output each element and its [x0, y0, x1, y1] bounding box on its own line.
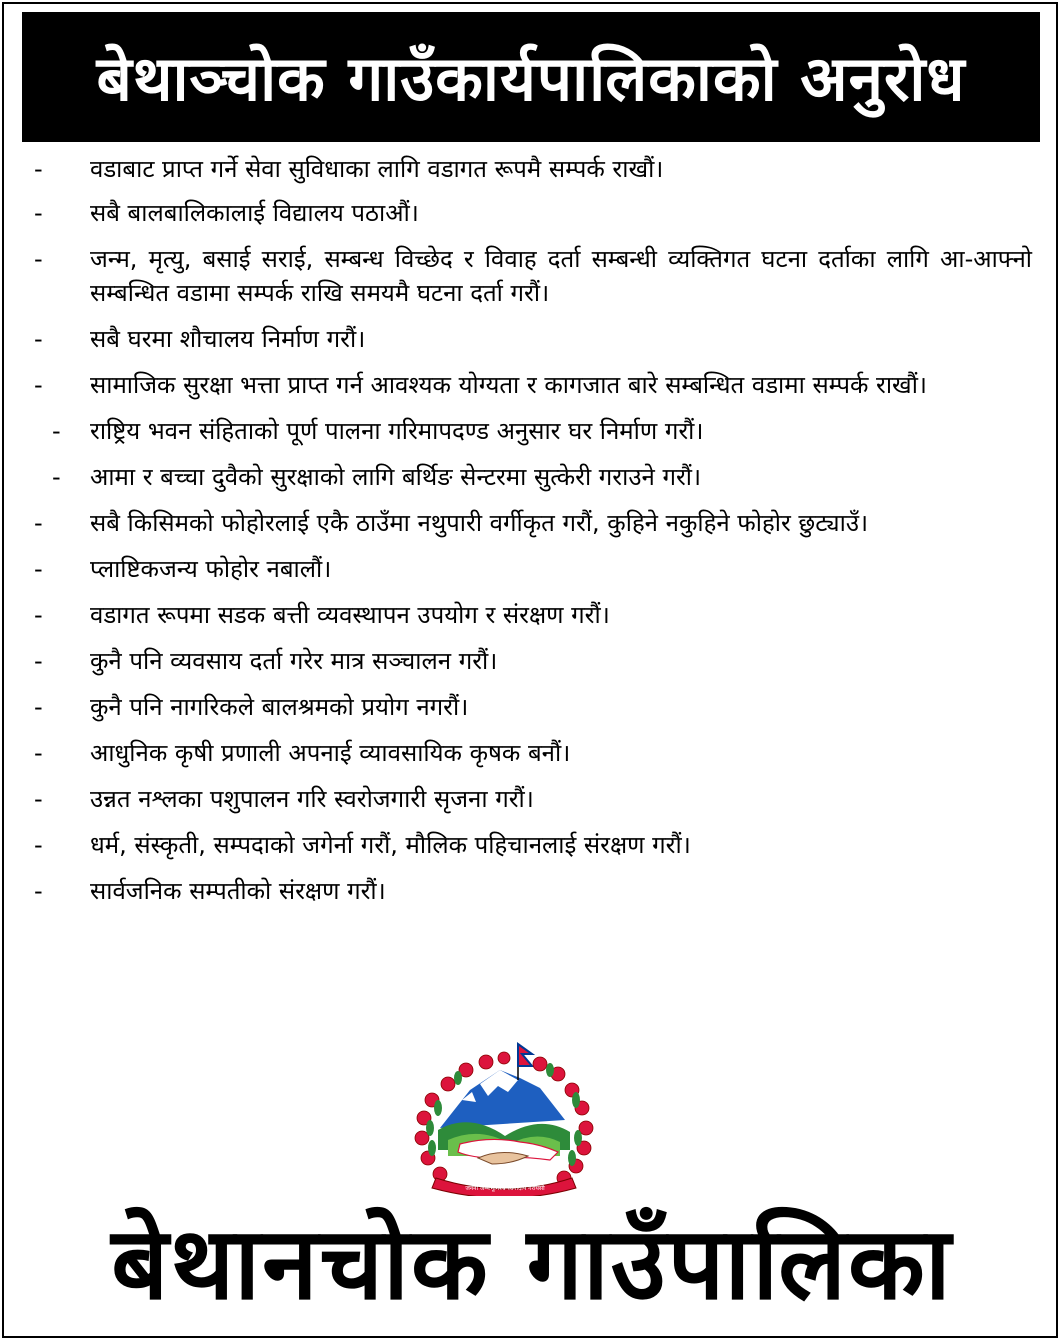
bullet-dash: -: [34, 739, 43, 767]
list-item: [4, 460, 1060, 494]
appeal-text: आधुनिक कृषी प्रणाली अपनाई व्यावसायिक कृषक बनौं।: [90, 739, 571, 767]
appeal-list: [4, 150, 1060, 908]
appeal-text: वडाबाट प्राप्त गर्ने सेवा सुविधाका लागि वडागत रूपमै सम्पर्क राखौं।: [90, 155, 664, 183]
appeal-text: सबै बालबालिकालाई विद्यालय पठाऔं।: [90, 199, 419, 227]
list-item: [4, 368, 1060, 402]
appeal-text: सबै घरमा शौचालय निर्माण गरौं।: [90, 325, 366, 353]
bullet-dash: -: [52, 463, 61, 491]
list-item: [4, 782, 1060, 816]
list-item: [4, 644, 1060, 678]
bullet-dash: -: [34, 555, 43, 583]
bullet-dash: -: [34, 155, 43, 183]
emblem-motto: जननी जन्मभूमिश्च स्वर्गादपि गरीयसी: [465, 1185, 545, 1192]
list-item: [4, 874, 1060, 908]
bullet-dash: -: [34, 693, 43, 721]
bullet-dash: -: [34, 647, 43, 675]
appeal-text: राष्ट्रिय भवन संहिताको पूर्ण पालना गरिमापदण्ड अनुसार घर निर्माण गरौं।: [90, 417, 704, 445]
appeal-text: सार्वजनिक सम्पतीको संरक्षण गरौं।: [90, 877, 386, 905]
list-item: [4, 414, 1060, 448]
page-title: बेथाञ्चोक गाउँकार्यपालिकाको अनुरोध: [96, 42, 966, 115]
bullet-dash: -: [34, 601, 43, 629]
bullet-dash: -: [34, 199, 43, 227]
list-item: [4, 322, 1060, 356]
list-item: [4, 828, 1060, 862]
appeal-text: उन्नत नश्लका पशुपालन गरि स्वरोजगारी सृजना गरौं।: [90, 785, 534, 813]
appeal-text: कुनै पनि व्यवसाय दर्ता गरेर मात्र सञ्चालन गरौं।: [90, 647, 498, 675]
footer-title: बेथानचोक गाउँपालिका: [111, 1205, 953, 1322]
list-item: [4, 552, 1060, 586]
bullet-dash: -: [34, 877, 43, 905]
bullet-dash: -: [34, 371, 43, 399]
bullet-dash: -: [34, 831, 43, 859]
list-item: [4, 196, 1060, 230]
appeal-text: जन्म, मृत्यु, बसाई सराई, सम्बन्ध विच्छेद र विवाह दर्ता सम्बन्धी व्यक्तिगत घटना दर्ताका लागि आ-आफ्नो सम्बन्धित वडामा सम्पर्क राखि समयमै घटना दर्ता गरौं।: [90, 245, 1032, 307]
bullet-dash: -: [34, 785, 43, 813]
appeal-text: धर्म, संस्कृती, सम्पदाको जगेर्ना गरौं, मौलिक पहिचानलाई संरक्षण गरौं।: [90, 831, 691, 859]
appeal-text: प्लाष्टिकजन्य फोहोर नबालौं।: [90, 555, 332, 583]
appeal-text: सामाजिक सुरक्षा भत्ता प्राप्त गर्न आवश्यक योग्यता र कागजात बारे सम्बन्धित वडामा सम्पर्क राखौं।: [90, 371, 928, 399]
list-item: [4, 690, 1060, 724]
footer-banner: [4, 1200, 1060, 1320]
appeal-text: वडागत रूपमा सडक बत्ती व्यवस्थापन उपयोग र संरक्षण गरौं।: [90, 601, 610, 629]
list-item: [4, 242, 1060, 310]
appeal-text: आमा र बच्चा दुवैको सुरक्षाको लागि बर्थिङ सेन्टरमा सुत्केरी गराउने गरौं।: [90, 463, 702, 491]
list-item: [4, 736, 1060, 770]
list-item: [4, 598, 1060, 632]
notice-page: [2, 2, 1058, 1338]
appeal-text: कुनै पनि नागरिकले बालश्रमको प्रयोग नगरौं।: [90, 693, 469, 721]
list-item: [4, 152, 1060, 186]
bullet-dash: -: [52, 417, 61, 445]
bullet-dash: -: [34, 509, 43, 537]
nepal-emblem-icon: [400, 1040, 610, 1196]
bullet-dash: -: [34, 245, 43, 273]
appeal-text: सबै किसिमको फोहोरलाई एकै ठाउँमा नथुपारी वर्गीकृत गरौं, कुहिने नकुहिने फोहोर छुट्याउँ।: [90, 509, 869, 537]
list-item: [4, 506, 1060, 540]
bullet-dash: -: [34, 325, 43, 353]
header-banner: [22, 12, 1040, 142]
